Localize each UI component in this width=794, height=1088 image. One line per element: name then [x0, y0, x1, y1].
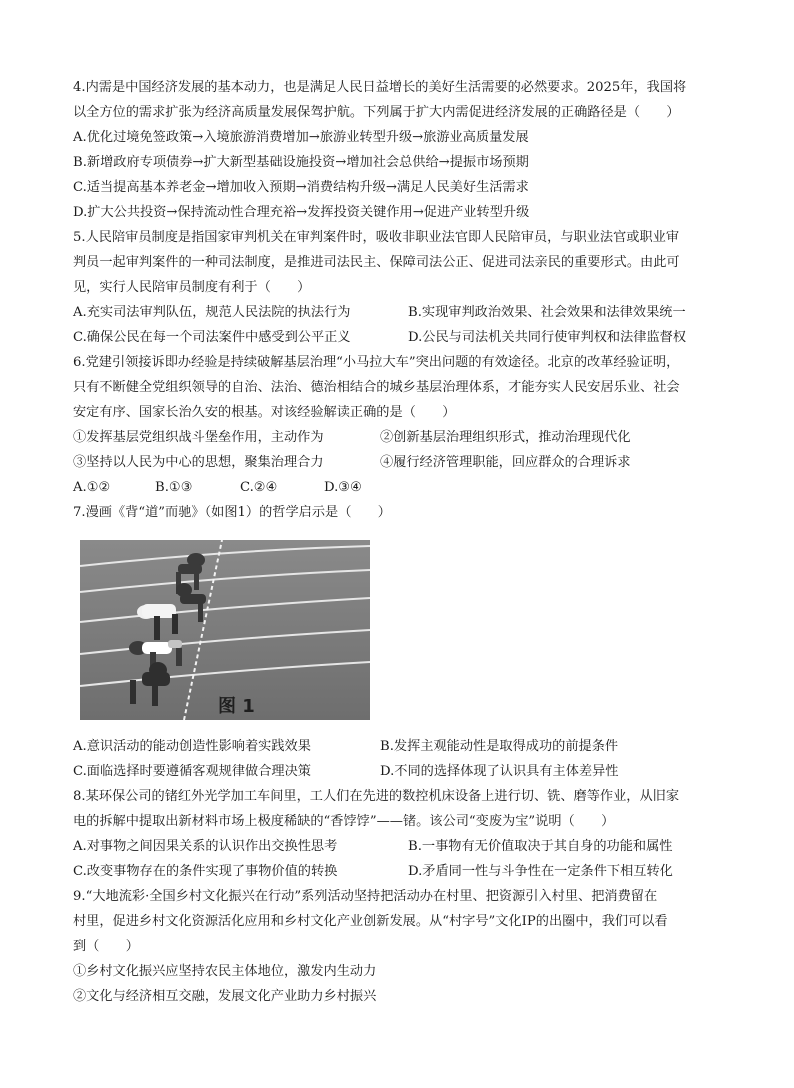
q5-option-b: B.实现审判政治效果、社会效果和法律效果统一 — [408, 305, 686, 320]
q8-option-a: A.对事物之间因果关系的认识作出交换性思考 — [73, 839, 338, 854]
q6-option-b: B.①③ — [155, 480, 193, 495]
q4-stem-line-2: 以全方位的需求扩张为经济高质量发展保驾护航。下列属于扩大内需促进经济发展的正确路径是（ ） — [73, 105, 680, 120]
q7-option-c: C.面临选择时要遵循客观规律做合理决策 — [73, 764, 311, 779]
q7-option-d: D.不同的选择体现了认识具有主体差异性 — [380, 764, 619, 779]
q4-option-b: B.新增政府专项债券→扩大新型基础设施投资→增加社会总供给→提振市场预期 — [73, 155, 529, 170]
q8-option-c: C.改变事物存在的条件实现了事物价值的转换 — [73, 864, 338, 879]
q6-stem-line-1: 6.党建引领接诉即办经验是持续破解基层治理“小马拉大车”突出问题的有效途径。北京的改革经验证明， — [73, 355, 680, 370]
q8-option-d: D.矛盾同一性与斗争性在一定条件下相互转化 — [408, 864, 673, 879]
q9-item-1: ①乡村文化振兴应坚持农民主体地位，激发内生动力 — [73, 964, 377, 979]
q6-option-a: A.①② — [73, 480, 111, 495]
q5-option-d: D.公民与司法机关共同行使审判权和法律监督权 — [408, 330, 687, 345]
q9-stem-line-3: 到（ ） — [73, 939, 139, 954]
q6-item-3: ③坚持以人民为中心的思想，聚集治理合力 — [73, 455, 324, 470]
q4-option-d: D.扩大公共投资→保持流动性合理充裕→发挥投资关键作用→促进产业转型升级 — [73, 205, 530, 220]
q9-stem-line-1: 9.“大地流彩·全国乡村文化振兴在行动”系列活动坚持把活动办在村里、把资源引入村里、把消费留在 — [73, 889, 658, 904]
running-track-illustration — [80, 540, 370, 720]
q9-stem-line-2: 村里，促进乡村文化资源活化应用和乡村文化产业创新发展。从“村字号”文化IP的出圈中，我们可以看 — [73, 914, 668, 929]
q5-stem-line-3: 见，实行人民陪审员制度有利于（ ） — [73, 280, 311, 295]
q7-option-b: B.发挥主观能动性是取得成功的前提条件 — [380, 739, 619, 754]
q8-option-b: B.一事物有无价值取决于其自身的功能和属性 — [408, 839, 673, 854]
q9-item-2: ②文化与经济相互交融，发展文化产业助力乡村振兴 — [73, 989, 377, 1004]
q6-item-2: ②创新基层治理组织形式，推动治理现代化 — [380, 430, 631, 445]
q6-stem-line-2: 只有不断健全党组织领导的自治、法治、德治相结合的城乡基层治理体系，才能夯实人民安居乐业、社会 — [73, 380, 680, 395]
q4-stem-line-1: 4.内需是中国经济发展的基本动力，也是满足人民日益增长的美好生活需要的必然要求。2025年，我国将 — [73, 80, 687, 95]
q5-option-a: A.充实司法审判队伍，规范人民法院的执法行为 — [73, 305, 351, 320]
q5-stem-line-1: 5.人民陪审员制度是指国家审判机关在审判案件时，吸收非职业法官即人民陪审员，与职业法官或职业审 — [73, 230, 680, 245]
q8-stem-line-2: 电的拆解中提取出新材料市场上极度稀缺的“香饽饽”——锗。该公司“变废为宝”说明（ ） — [73, 814, 615, 829]
q4-option-a: A.优化过境免签政策→入境旅游消费增加→旅游业转型升级→旅游业高质量发展 — [73, 130, 529, 145]
track-background — [80, 540, 370, 720]
q7-stem: 7.漫画《背“道”而驰》（如图1）的哲学启示是（ ） — [73, 505, 391, 520]
q4-option-c: C.适当提高基本养老金→增加收入预期→消费结构升级→满足人民美好生活需求 — [73, 180, 529, 195]
q8-stem-line-1: 8.某环保公司的锗红外光学加工车间里，工人们在先进的数控机床设备上进行切、铣、磨等作业，从旧家 — [73, 789, 680, 804]
q7-option-a: A.意识活动的能动创造性影响着实践效果 — [73, 739, 311, 754]
q5-option-c: C.确保公民在每一个司法案件中感受到公平正义 — [73, 330, 351, 345]
q6-item-4: ④履行经济管理职能，回应群众的合理诉求 — [380, 455, 631, 470]
cartoon-figure — [80, 540, 370, 720]
q6-option-d: D.③④ — [324, 480, 362, 495]
q6-stem-line-3: 安定有序、国家长治久安的根基。对该经验解读正确的是（ ） — [73, 405, 456, 420]
q6-item-1: ①发挥基层党组织战斗堡垒作用，主动作为 — [73, 430, 324, 445]
figure-label: 图 1 — [218, 696, 255, 717]
q6-option-c: C.②④ — [240, 480, 278, 495]
q5-stem-line-2: 判员一起审判案件的一种司法制度，是推进司法民主、保障司法公正、促进司法亲民的重要形式。由此可 — [73, 255, 680, 270]
